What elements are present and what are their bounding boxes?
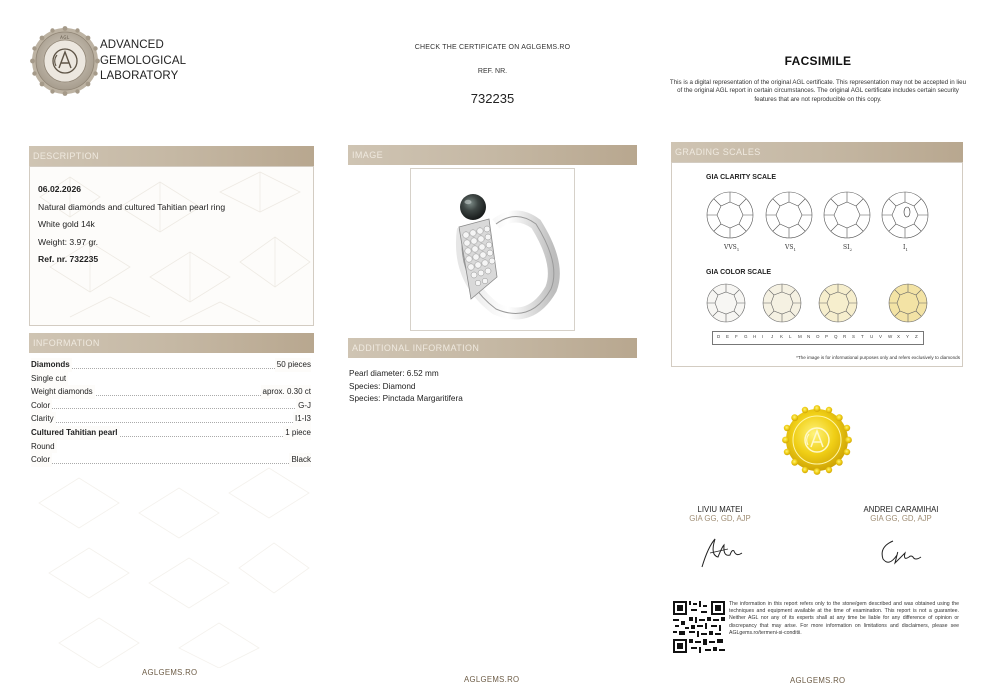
info-value: 1 piece bbox=[283, 426, 311, 440]
color-letter: L bbox=[789, 334, 792, 339]
ring-image bbox=[410, 168, 575, 331]
color-letter: E bbox=[726, 334, 730, 339]
info-value: 50 pieces bbox=[275, 358, 311, 372]
section-header-image: IMAGE bbox=[348, 145, 637, 165]
lab-name-line: ADVANCED bbox=[100, 39, 164, 51]
info-row bbox=[29, 453, 313, 467]
info-row bbox=[29, 412, 313, 426]
certificate-date: 06.02.2026 bbox=[38, 184, 82, 194]
item-ref: Ref. nr. 732235 bbox=[38, 254, 99, 264]
info-value: I1-I3 bbox=[293, 412, 311, 426]
color-letter: V bbox=[879, 334, 883, 339]
clarity-label-i: $I_1$ bbox=[903, 244, 908, 253]
facsimile-text: This is a digital representation of the original AGL certificate. This representation may not be accepted in lieu of the original AGL report in certain circumstances. The original AGL certificate includes certain security features that are not reproducible on this copy. bbox=[669, 79, 967, 103]
color-letter: D bbox=[717, 334, 721, 339]
info-label: Clarity bbox=[31, 412, 56, 426]
qr-code-icon bbox=[673, 601, 725, 653]
info-label: Round bbox=[31, 440, 57, 454]
color-letter: G bbox=[744, 334, 748, 339]
grading-note: *The image is for informational purposes only and refers exclusively to diamonds bbox=[796, 355, 960, 360]
color-letter: Q bbox=[834, 334, 838, 339]
lab-name-line: GEMOLOGICAL bbox=[100, 54, 187, 67]
info-row bbox=[29, 358, 313, 372]
info-row bbox=[29, 426, 313, 440]
clarity-label-si: $SI_2$ bbox=[843, 244, 853, 253]
color-grade-scale bbox=[712, 331, 924, 345]
clarity-label-vvs: $VVS_1$ bbox=[724, 244, 740, 253]
signature-image bbox=[841, 527, 961, 575]
info-row bbox=[29, 385, 313, 399]
species-diamond: Species: Diamond bbox=[349, 381, 416, 391]
info-row bbox=[29, 440, 313, 454]
color-letter: U bbox=[870, 334, 874, 339]
info-label: Weight diamonds bbox=[31, 385, 95, 399]
additional-information-text bbox=[349, 368, 463, 406]
gold-seal-icon bbox=[782, 405, 852, 475]
footer-website: AGLGEMS.RO bbox=[142, 668, 198, 677]
info-value: G-J bbox=[296, 399, 311, 413]
color-letter: O bbox=[816, 334, 820, 339]
info-value: Black bbox=[289, 453, 311, 467]
item-weight: Weight: 3.97 gr. bbox=[38, 236, 99, 247]
color-letter: Y bbox=[906, 334, 910, 339]
agl-logo-seal bbox=[30, 26, 100, 96]
info-row bbox=[29, 399, 313, 413]
signatory-credentials: GIA GG, GD, AJP bbox=[689, 514, 751, 523]
clarity-diamond-diagrams bbox=[672, 185, 964, 253]
footer-website: AGLGEMS.RO bbox=[464, 675, 520, 684]
clarity-label-vs: $VS_1$ bbox=[785, 244, 796, 253]
color-letter: J bbox=[771, 334, 774, 339]
disclaimer-text: The information in this report refers only to the stone/gem described and was obtained using the techniques and equipment available at the time of examination. This report is not a guarantee. Neither AGL nor any of its experts shall at any time be liable for any difference of opinion or discrepancy that may arise. For more information on limitations and disclaimers, please see AGLgems.ro/termeni-si-conditii. bbox=[729, 601, 959, 636]
section-header-additional-information: ADDITIONAL INFORMATION bbox=[348, 338, 637, 358]
color-letter: P bbox=[825, 334, 829, 339]
color-letter: I bbox=[762, 334, 764, 339]
footer-website: AGLGEMS.RO bbox=[790, 676, 846, 685]
pearl-diameter: Pearl diameter: 6.52 mm bbox=[349, 369, 439, 378]
species-pearl: Species: Pinctada Margaritifera bbox=[349, 394, 463, 403]
signature-image bbox=[660, 527, 780, 575]
info-label: Color bbox=[31, 453, 52, 467]
item-description: Natural diamonds and cultured Tahitian pearl ring bbox=[38, 201, 226, 212]
color-letter: K bbox=[780, 334, 784, 339]
color-letter: S bbox=[852, 334, 856, 339]
section-header-description: DESCRIPTION bbox=[29, 146, 314, 166]
grading-scales-panel bbox=[671, 162, 963, 367]
color-letter: H bbox=[753, 334, 757, 339]
information-panel bbox=[29, 353, 314, 668]
ref-label: REF. NR. bbox=[477, 68, 508, 75]
lab-name-line: LABORATORY bbox=[100, 70, 179, 82]
info-row bbox=[29, 372, 313, 386]
section-header-information: INFORMATION bbox=[29, 333, 314, 353]
section-header-grading-scales: GRADING SCALES bbox=[671, 142, 963, 162]
color-letter: F bbox=[735, 334, 738, 339]
color-letter: M bbox=[798, 334, 802, 339]
color-letter: N bbox=[807, 334, 811, 339]
info-value: aprox. 0.30 ct bbox=[261, 385, 311, 399]
facsimile-title: FACSIMILE bbox=[784, 54, 852, 68]
color-letter: R bbox=[843, 334, 847, 339]
color-letter: T bbox=[861, 334, 864, 339]
signatory-name: ANDREI CARAMIHAI bbox=[863, 505, 939, 514]
info-label: Color bbox=[31, 399, 52, 413]
description-panel bbox=[29, 166, 314, 326]
item-metal: White gold 14k bbox=[38, 219, 95, 229]
info-label: Single cut bbox=[31, 372, 68, 386]
ref-number: 732235 bbox=[470, 91, 515, 106]
signatory-2 bbox=[841, 505, 961, 580]
color-letter: X bbox=[897, 334, 901, 339]
signatory-name: LIVIU MATEI bbox=[697, 505, 743, 514]
color-letter: Z bbox=[915, 334, 918, 339]
info-label: Cultured Tahitian pearl bbox=[31, 426, 120, 440]
signatory-credentials: GIA GG, GD, AJP bbox=[870, 514, 932, 523]
svg-text:AGL: AGL bbox=[60, 35, 70, 40]
check-certificate-text: CHECK THE CERTIFICATE ON AGLGEMS.RO bbox=[414, 44, 571, 51]
color-letter: W bbox=[888, 334, 893, 339]
info-label: Diamonds bbox=[31, 358, 72, 372]
clarity-scale-title: GIA CLARITY SCALE bbox=[706, 174, 777, 181]
color-diamond-diagrams bbox=[672, 281, 964, 329]
lab-name bbox=[100, 38, 186, 85]
color-scale-title: GIA COLOR SCALE bbox=[706, 269, 772, 276]
signatory-1 bbox=[660, 505, 780, 580]
